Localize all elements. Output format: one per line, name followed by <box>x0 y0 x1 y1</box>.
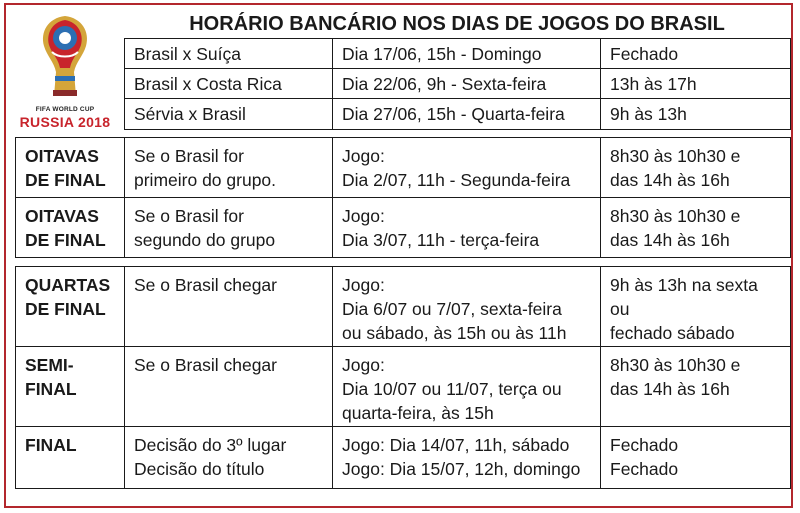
condition-cell: Decisão do 3º lugar Decisão do título <box>125 427 333 489</box>
table-row <box>125 99 791 130</box>
match-cell: Sérvia x Brasil <box>125 99 333 130</box>
hours-cell: 9h às 13h <box>601 99 791 130</box>
date-cell: Dia 17/06, 15h - Domingo <box>333 39 601 69</box>
stage-cell: OITAVAS DE FINAL <box>16 198 125 258</box>
condition-cell: Se o Brasil for primeiro do grupo. <box>125 138 333 198</box>
table-row <box>125 69 791 99</box>
game-cell: Jogo: Dia 10/07 ou 11/07, terça ou quarta-feira, às 15h <box>333 347 601 427</box>
table-row <box>125 39 791 69</box>
condition-cell: Se o Brasil chegar <box>125 267 333 347</box>
world-cup-logo <box>8 10 122 134</box>
table-row <box>16 427 791 489</box>
table-row <box>16 198 791 258</box>
date-cell: Dia 27/06, 15h - Quarta-feira <box>333 99 601 130</box>
round-of-16-table <box>15 137 791 258</box>
hours-cell: 8h30 às 10h30 e das 14h às 16h <box>601 198 791 258</box>
stage-cell: FINAL <box>16 427 125 489</box>
game-cell: Jogo: Dia 6/07 ou 7/07, sexta-feira ou sábado, às 15h ou às 11h <box>333 267 601 347</box>
condition-cell: Se o Brasil for segundo do grupo <box>125 198 333 258</box>
match-cell: Brasil x Suíça <box>125 39 333 69</box>
logo-caption-big: RUSSIA 2018 <box>19 114 111 130</box>
table-row <box>16 267 791 347</box>
table-row <box>16 347 791 427</box>
later-rounds-table <box>15 266 791 489</box>
game-cell: Jogo: Dia 3/07, 11h - terça-feira <box>333 198 601 258</box>
game-cell: Jogo: Dia 14/07, 11h, sábado Jogo: Dia 15/07, 12h, domingo <box>333 427 601 489</box>
hours-cell: 8h30 às 10h30 e das 14h às 16h <box>601 347 791 427</box>
hours-cell: 13h às 17h <box>601 69 791 99</box>
date-cell: Dia 22/06, 9h - Sexta-feira <box>333 69 601 99</box>
condition-cell: Se o Brasil chegar <box>125 347 333 427</box>
hours-cell: Fechado <box>601 39 791 69</box>
logo-caption-small: FIFA WORLD CUP <box>35 106 95 113</box>
hours-cell: Fechado Fechado <box>601 427 791 489</box>
hours-cell: 9h às 13h na sexta ou fechado sábado <box>601 267 791 347</box>
world-cup-trophy-icon <box>30 12 100 102</box>
stage-cell: SEMI- FINAL <box>16 347 125 427</box>
group-games-table <box>124 38 791 130</box>
game-cell: Jogo: Dia 2/07, 11h - Segunda-feira <box>333 138 601 198</box>
page-title: HORÁRIO BANCÁRIO NOS DIAS DE JOGOS DO BRASIL <box>189 13 725 35</box>
table-row <box>16 138 791 198</box>
stage-cell: QUARTAS DE FINAL <box>16 267 125 347</box>
match-cell: Brasil x Costa Rica <box>125 69 333 99</box>
hours-cell: 8h30 às 10h30 e das 14h às 16h <box>601 138 791 198</box>
stage-cell: OITAVAS DE FINAL <box>16 138 125 198</box>
